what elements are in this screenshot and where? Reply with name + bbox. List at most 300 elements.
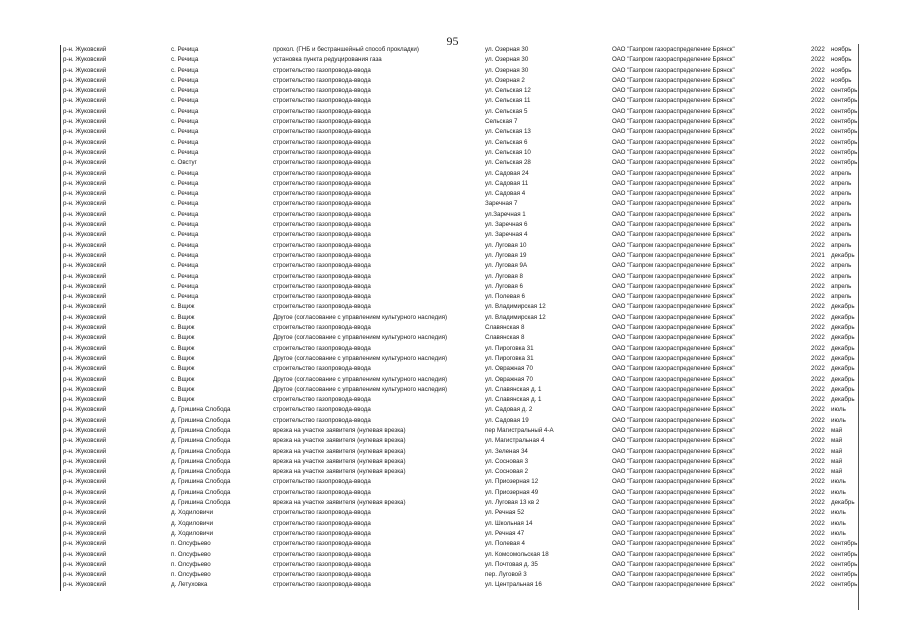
work-type-cell: строительство газопровода-ввода	[273, 560, 371, 568]
district-cell: р-н. Жуковский	[63, 313, 107, 321]
year-cell: 2022	[811, 499, 825, 507]
table-row	[61, 148, 861, 158]
district-cell: р-н. Жуковский	[63, 529, 107, 537]
address-cell: ул. Садовая д. 2	[485, 406, 533, 414]
work-type-cell: строительство газопровода-ввода	[273, 97, 371, 105]
table-row	[61, 333, 861, 343]
table-row	[61, 66, 861, 76]
month-cell: апрель	[831, 179, 852, 187]
district-cell: р-н. Жуковский	[63, 241, 107, 249]
organization-cell: ОАО "Газпром газораспределение Брянск"	[612, 385, 735, 393]
settlement-cell: д. Гришина Слобода	[171, 499, 231, 507]
settlement-cell: с. Речица	[171, 138, 199, 146]
settlement-cell: д. Гришина Слобода	[171, 468, 231, 476]
address-cell: ул. Славянская д. 1	[485, 385, 542, 393]
year-cell: 2022	[811, 200, 825, 208]
month-cell: апрель	[831, 221, 852, 229]
settlement-cell: с. Речица	[171, 148, 199, 156]
address-cell: ул. Луговая 13 кв 2	[485, 499, 540, 507]
district-cell: р-н. Жуковский	[63, 97, 107, 105]
address-cell: ул. Луговая 6	[485, 282, 523, 290]
organization-cell: ОАО "Газпром газораспределение Брянск"	[612, 87, 735, 95]
district-cell: р-н. Жуковский	[63, 148, 107, 156]
address-cell: ул. Пироговка 31	[485, 344, 534, 352]
organization-cell: ОАО "Газпром газораспределение Брянск"	[612, 46, 735, 53]
address-cell: ул. Славянская д. 1	[485, 396, 542, 404]
month-cell: сентябрь	[831, 540, 858, 548]
district-cell: р-н. Жуковский	[63, 159, 107, 167]
address-cell: ул. Речная 52	[485, 509, 525, 517]
work-type-cell: Другое (согласование с управлением культурного наследия)	[273, 313, 448, 321]
table-row	[61, 313, 861, 323]
settlement-cell: с. Вщиж	[171, 354, 195, 362]
settlement-cell: с. Речица	[171, 293, 199, 301]
work-type-cell: врезка на участке заявителя (нулевая врезка)	[273, 468, 406, 476]
year-cell: 2022	[811, 478, 825, 486]
address-cell: ул. Полевая 4	[485, 540, 525, 548]
organization-cell: ОАО "Газпром газораспределение Брянск"	[612, 437, 735, 445]
address-cell: ул. Владимирская 12	[485, 303, 546, 311]
month-cell: апрель	[831, 272, 852, 280]
month-cell: декабрь	[831, 344, 855, 352]
settlement-cell: с. Речица	[171, 262, 199, 270]
settlement-cell: с. Вщиж	[171, 303, 195, 311]
year-cell: 2022	[811, 66, 825, 74]
district-cell: р-н. Жуковский	[63, 550, 107, 558]
address-cell: Славянская 8	[485, 334, 525, 342]
organization-cell: ОАО "Газпром газораспределение Брянск"	[612, 293, 735, 301]
work-type-cell: врезка на участке заявителя (нулевая врезка)	[273, 447, 406, 455]
district-cell: р-н. Жуковский	[63, 478, 107, 486]
address-cell: ул. Сельская 6	[485, 138, 528, 146]
organization-cell: ОАО "Газпром газораспределение Брянск"	[612, 66, 735, 74]
month-cell: сентябрь	[831, 138, 858, 146]
settlement-cell: с. Речица	[171, 272, 199, 280]
table-row	[61, 447, 861, 457]
month-cell: ноябрь	[831, 56, 852, 64]
table-row	[61, 138, 861, 148]
year-cell: 2022	[811, 148, 825, 156]
page-number: 95	[446, 34, 459, 48]
address-cell: ул. Комсомольская 18	[485, 550, 549, 558]
district-cell: р-н. Жуковский	[63, 344, 107, 352]
year-cell: 2022	[811, 509, 825, 517]
district-cell: р-н. Жуковский	[63, 560, 107, 568]
year-cell: 2022	[811, 231, 825, 239]
table-row	[61, 179, 861, 189]
table-row	[61, 189, 861, 199]
year-cell: 2022	[811, 344, 825, 352]
year-cell: 2022	[811, 529, 825, 537]
settlement-cell: д. Ходиловичи	[171, 509, 214, 517]
district-cell: р-н. Жуковский	[63, 251, 107, 259]
year-cell: 2022	[811, 396, 825, 404]
work-type-cell: строительство газопровода-ввода	[273, 87, 371, 95]
year-cell: 2022	[811, 159, 825, 167]
year-cell: 2022	[811, 46, 825, 53]
district-cell: р-н. Жуковский	[63, 334, 107, 342]
year-cell: 2022	[811, 488, 825, 496]
year-cell: 2022	[811, 241, 825, 249]
organization-cell: ОАО "Газпром газораспределение Брянск"	[612, 179, 735, 187]
year-cell: 2022	[811, 282, 825, 290]
district-cell: р-н. Жуковский	[63, 66, 107, 74]
organization-cell: ОАО "Газпром газораспределение Брянск"	[612, 571, 735, 579]
month-cell: май	[831, 457, 843, 465]
table-row	[61, 272, 861, 282]
table-row	[61, 210, 861, 220]
table-row	[61, 302, 861, 312]
work-type-cell: строительство газопровода-ввода	[273, 169, 371, 177]
works-table	[60, 45, 861, 591]
organization-cell: ОАО "Газпром газораспределение Брянск"	[612, 488, 735, 496]
address-cell: ул. Сельская 11	[485, 97, 531, 105]
settlement-cell: с. Речица	[171, 46, 199, 53]
month-cell: декабрь	[831, 251, 855, 259]
address-cell: ул. Озерная 30	[485, 46, 529, 53]
district-cell: р-н. Жуковский	[63, 76, 107, 84]
settlement-cell: с. Речица	[171, 221, 199, 229]
work-type-cell: строительство газопровода-ввода	[273, 231, 371, 239]
table-row	[61, 45, 861, 55]
district-cell: р-н. Жуковский	[63, 571, 107, 579]
year-cell: 2022	[811, 550, 825, 558]
table-row	[61, 96, 861, 106]
table-row	[61, 570, 861, 580]
month-cell: апрель	[831, 210, 852, 218]
organization-cell: ОАО "Газпром газораспределение Брянск"	[612, 344, 735, 352]
month-cell: июль	[831, 488, 846, 496]
settlement-cell: д. Гришина Слобода	[171, 406, 231, 414]
month-cell: сентябрь	[831, 107, 858, 115]
month-cell: апрель	[831, 282, 852, 290]
address-cell: ул. Озерная 2	[485, 76, 525, 84]
year-cell: 2022	[811, 179, 825, 187]
organization-cell: ОАО "Газпром газораспределение Брянск"	[612, 282, 735, 290]
work-type-cell: врезка на участке заявителя (нулевая врезка)	[273, 426, 406, 434]
right-border	[858, 44, 859, 610]
district-cell: р-н. Жуковский	[63, 293, 107, 301]
organization-cell: ОАО "Газпром газораспределение Брянск"	[612, 509, 735, 517]
address-cell: ул. Приозерная 49	[485, 488, 539, 496]
table-row	[61, 364, 861, 374]
work-type-cell: строительство газопровода-ввода	[273, 262, 371, 270]
address-cell: ул. Садовая 19	[485, 416, 529, 424]
settlement-cell: п. Олсуфьево	[171, 560, 211, 568]
address-cell: ул. Магистральная 4	[485, 437, 545, 445]
address-cell: пер Магистральный 4-А	[485, 426, 554, 434]
year-cell: 2022	[811, 56, 825, 64]
work-type-cell: прокол. (ГНБ и бестраншейный способ прокладки)	[273, 46, 419, 53]
month-cell: июль	[831, 509, 846, 517]
work-type-cell: строительство газопровода-ввода	[273, 571, 371, 579]
address-cell: ул. Луговая 19	[485, 251, 527, 259]
work-type-cell: строительство газопровода-ввода	[273, 488, 371, 496]
table-row	[61, 230, 861, 240]
month-cell: май	[831, 447, 843, 455]
table-row	[61, 519, 861, 529]
month-cell: апрель	[831, 200, 852, 208]
organization-cell: ОАО "Газпром газораспределение Брянск"	[612, 128, 735, 136]
organization-cell: ОАО "Газпром газораспределение Брянск"	[612, 416, 735, 424]
work-type-cell: строительство газопровода-ввода	[273, 179, 371, 187]
year-cell: 2022	[811, 571, 825, 579]
organization-cell: ОАО "Газпром газораспределение Брянск"	[612, 375, 735, 383]
year-cell: 2022	[811, 87, 825, 95]
month-cell: ноябрь	[831, 66, 852, 74]
month-cell: декабрь	[831, 365, 855, 373]
month-cell: сентябрь	[831, 148, 858, 156]
work-type-cell: строительство газопровода-ввода	[273, 148, 371, 156]
settlement-cell: с. Вщиж	[171, 344, 195, 352]
organization-cell: ОАО "Газпром газораспределение Брянск"	[612, 210, 735, 218]
organization-cell: ОАО "Газпром газораспределение Брянск"	[612, 581, 735, 589]
settlement-cell: с. Вщиж	[171, 365, 195, 373]
district-cell: р-н. Жуковский	[63, 540, 107, 548]
month-cell: апрель	[831, 241, 852, 249]
work-type-cell: Другое (согласование с управлением культурного наследия)	[273, 375, 448, 383]
table-row	[61, 467, 861, 477]
organization-cell: ОАО "Газпром газораспределение Брянск"	[612, 272, 735, 280]
settlement-cell: с. Вщиж	[171, 385, 195, 393]
settlement-cell: д. Гришина Слобода	[171, 447, 231, 455]
work-type-cell: строительство газопровода-ввода	[273, 550, 371, 558]
table-row	[61, 282, 861, 292]
address-cell: пер. Луговой 3	[485, 571, 527, 579]
table-row	[61, 550, 861, 560]
district-cell: р-н. Жуковский	[63, 107, 107, 115]
district-cell: р-н. Жуковский	[63, 581, 107, 589]
settlement-cell: с. Речица	[171, 179, 199, 187]
work-type-cell: строительство газопровода-ввода	[273, 118, 371, 126]
district-cell: р-н. Жуковский	[63, 56, 107, 64]
month-cell: апрель	[831, 293, 852, 301]
table-row	[61, 477, 861, 487]
district-cell: р-н. Жуковский	[63, 169, 107, 177]
address-cell: ул. Луговая 9А	[485, 262, 528, 270]
organization-cell: ОАО "Газпром газораспределение Брянск"	[612, 76, 735, 84]
year-cell: 2022	[811, 169, 825, 177]
organization-cell: ОАО "Газпром газораспределение Брянск"	[612, 447, 735, 455]
district-cell: р-н. Жуковский	[63, 457, 107, 465]
district-cell: р-н. Жуковский	[63, 426, 107, 434]
settlement-cell: с. Вщиж	[171, 396, 195, 404]
settlement-cell: д. Летуховка	[171, 581, 208, 589]
month-cell: ноябрь	[831, 46, 852, 53]
table-row	[61, 55, 861, 65]
organization-cell: ОАО "Газпром газораспределение Брянск"	[612, 251, 735, 259]
table-row	[61, 261, 861, 271]
settlement-cell: п. Олсуфьево	[171, 540, 211, 548]
table-row	[61, 251, 861, 261]
table-row	[61, 436, 861, 446]
work-type-cell: строительство газопровода-ввода	[273, 159, 371, 167]
month-cell: июль	[831, 416, 846, 424]
year-cell: 2022	[811, 354, 825, 362]
organization-cell: ОАО "Газпром газораспределение Брянск"	[612, 457, 735, 465]
month-cell: июль	[831, 519, 846, 527]
address-cell: ул. Пироговка 31	[485, 354, 534, 362]
settlement-cell: с. Овстуг	[171, 159, 197, 167]
organization-cell: ОАО "Газпром газораспределение Брянск"	[612, 56, 735, 64]
month-cell: сентябрь	[831, 97, 858, 105]
settlement-cell: с. Речица	[171, 190, 199, 198]
table-row	[61, 117, 861, 127]
address-cell: ул.Заречная 1	[485, 210, 526, 218]
work-type-cell: врезка на участке заявителя (нулевая врезка)	[273, 499, 406, 507]
organization-cell: ОАО "Газпром газораспределение Брянск"	[612, 97, 735, 105]
table-row	[61, 416, 861, 426]
organization-cell: ОАО "Газпром газораспределение Брянск"	[612, 241, 735, 249]
year-cell: 2022	[811, 128, 825, 136]
district-cell: р-н. Жуковский	[63, 221, 107, 229]
month-cell: июль	[831, 478, 846, 486]
settlement-cell: с. Речица	[171, 251, 199, 259]
work-type-cell: строительство газопровода-ввода	[273, 324, 371, 332]
address-cell: ул. Школьная 14	[485, 519, 533, 527]
district-cell: р-н. Жуковский	[63, 46, 107, 53]
year-cell: 2022	[811, 416, 825, 424]
month-cell: сентябрь	[831, 118, 858, 126]
district-cell: р-н. Жуковский	[63, 138, 107, 146]
year-cell: 2022	[811, 519, 825, 527]
work-type-cell: строительство газопровода-ввода	[273, 241, 371, 249]
year-cell: 2022	[811, 365, 825, 373]
year-cell: 2022	[811, 107, 825, 115]
year-cell: 2022	[811, 581, 825, 589]
organization-cell: ОАО "Газпром газораспределение Брянск"	[612, 231, 735, 239]
work-type-cell: строительство газопровода-ввода	[273, 138, 371, 146]
year-cell: 2022	[811, 540, 825, 548]
address-cell: ул. Сельская 12	[485, 87, 531, 95]
organization-cell: ОАО "Газпром газораспределение Брянск"	[612, 354, 735, 362]
year-cell: 2022	[811, 375, 825, 383]
settlement-cell: с. Речица	[171, 118, 199, 126]
work-type-cell: строительство газопровода-ввода	[273, 509, 371, 517]
table-row	[61, 405, 861, 415]
table-row	[61, 354, 861, 364]
year-cell: 2022	[811, 262, 825, 270]
settlement-cell: п. Олсуфьево	[171, 550, 211, 558]
work-type-cell: врезка на участке заявителя (нулевая врезка)	[273, 437, 406, 445]
work-type-cell: строительство газопровода-ввода	[273, 200, 371, 208]
address-cell: ул. Заречная 4	[485, 231, 528, 239]
table-row	[61, 76, 861, 86]
year-cell: 2022	[811, 210, 825, 218]
address-cell: ул. Сосновая 2	[485, 468, 529, 476]
district-cell: р-н. Жуковский	[63, 519, 107, 527]
month-cell: сентябрь	[831, 128, 858, 136]
work-type-cell: строительство газопровода-ввода	[273, 210, 371, 218]
year-cell: 2022	[811, 406, 825, 414]
address-cell: ул. Овражная 70	[485, 375, 533, 383]
year-cell: 2022	[811, 272, 825, 280]
address-cell: ул. Озерная 30	[485, 66, 529, 74]
month-cell: сентябрь	[831, 87, 858, 95]
work-type-cell: строительство газопровода-ввода	[273, 344, 371, 352]
month-cell: сентябрь	[831, 571, 858, 579]
settlement-cell: с. Речица	[171, 97, 199, 105]
address-cell: ул. Луговая 8	[485, 272, 523, 280]
address-cell: Заречная 7	[485, 200, 518, 208]
settlement-cell: с. Речица	[171, 66, 199, 74]
year-cell: 2022	[811, 385, 825, 393]
year-cell: 2022	[811, 138, 825, 146]
work-type-cell: Другое (согласование с управлением культурного наследия)	[273, 334, 448, 342]
month-cell: декабрь	[831, 334, 855, 342]
month-cell: декабрь	[831, 375, 855, 383]
table-row	[61, 158, 861, 168]
district-cell: р-н. Жуковский	[63, 179, 107, 187]
settlement-cell: д. Гришина Слобода	[171, 488, 231, 496]
month-cell: декабрь	[831, 499, 855, 507]
month-cell: декабрь	[831, 396, 855, 404]
organization-cell: ОАО "Газпром газораспределение Брянск"	[612, 200, 735, 208]
work-type-cell: строительство газопровода-ввода	[273, 581, 371, 589]
district-cell: р-н. Жуковский	[63, 365, 107, 373]
district-cell: р-н. Жуковский	[63, 385, 107, 393]
month-cell: декабрь	[831, 324, 855, 332]
organization-cell: ОАО "Газпром газораспределение Брянск"	[612, 324, 735, 332]
organization-cell: ОАО "Газпром газораспределение Брянск"	[612, 529, 735, 537]
organization-cell: ОАО "Газпром газораспределение Брянск"	[612, 118, 735, 126]
organization-cell: ОАО "Газпром газораспределение Брянск"	[612, 396, 735, 404]
table-row	[61, 426, 861, 436]
table-row	[61, 127, 861, 137]
district-cell: р-н. Жуковский	[63, 190, 107, 198]
table-row	[61, 488, 861, 498]
month-cell: декабрь	[831, 385, 855, 393]
organization-cell: ОАО "Газпром газораспределение Брянск"	[612, 560, 735, 568]
month-cell: сентябрь	[831, 560, 858, 568]
settlement-cell: с. Вщиж	[171, 334, 195, 342]
work-type-cell: строительство газопровода-ввода	[273, 107, 371, 115]
table-row	[61, 86, 861, 96]
address-cell: Сельская 7	[485, 118, 518, 126]
month-cell: июль	[831, 406, 846, 414]
work-type-cell: строительство газопровода-ввода	[273, 293, 371, 301]
settlement-cell: д. Гришина Слобода	[171, 437, 231, 445]
organization-cell: ОАО "Газпром газораспределение Брянск"	[612, 550, 735, 558]
table-row	[61, 580, 861, 590]
table-row	[61, 292, 861, 302]
work-type-cell: строительство газопровода-ввода	[273, 303, 371, 311]
district-cell: р-н. Жуковский	[63, 416, 107, 424]
settlement-cell: с. Вщиж	[171, 313, 195, 321]
address-cell: ул. Овражная 70	[485, 365, 533, 373]
settlement-cell: с. Вщиж	[171, 324, 195, 332]
year-cell: 2022	[811, 190, 825, 198]
work-type-cell: строительство газопровода-ввода	[273, 396, 371, 404]
district-cell: р-н. Жуковский	[63, 468, 107, 476]
month-cell: апрель	[831, 231, 852, 239]
address-cell: ул. Сельская 13	[485, 128, 531, 136]
year-cell: 2022	[811, 303, 825, 311]
settlement-cell: д. Гришина Слобода	[171, 457, 231, 465]
table-row	[61, 560, 861, 570]
month-cell: ноябрь	[831, 76, 852, 84]
organization-cell: ОАО "Газпром газораспределение Брянск"	[612, 540, 735, 548]
table-row	[61, 220, 861, 230]
district-cell: р-н. Жуковский	[63, 282, 107, 290]
district-cell: р-н. Жуковский	[63, 303, 107, 311]
address-cell: ул. Заречная 6	[485, 221, 528, 229]
table-row	[61, 107, 861, 117]
month-cell: май	[831, 426, 843, 434]
address-cell: ул. Садовая 11	[485, 179, 529, 187]
district-cell: р-н. Жуковский	[63, 437, 107, 445]
settlement-cell: с. Речица	[171, 87, 199, 95]
